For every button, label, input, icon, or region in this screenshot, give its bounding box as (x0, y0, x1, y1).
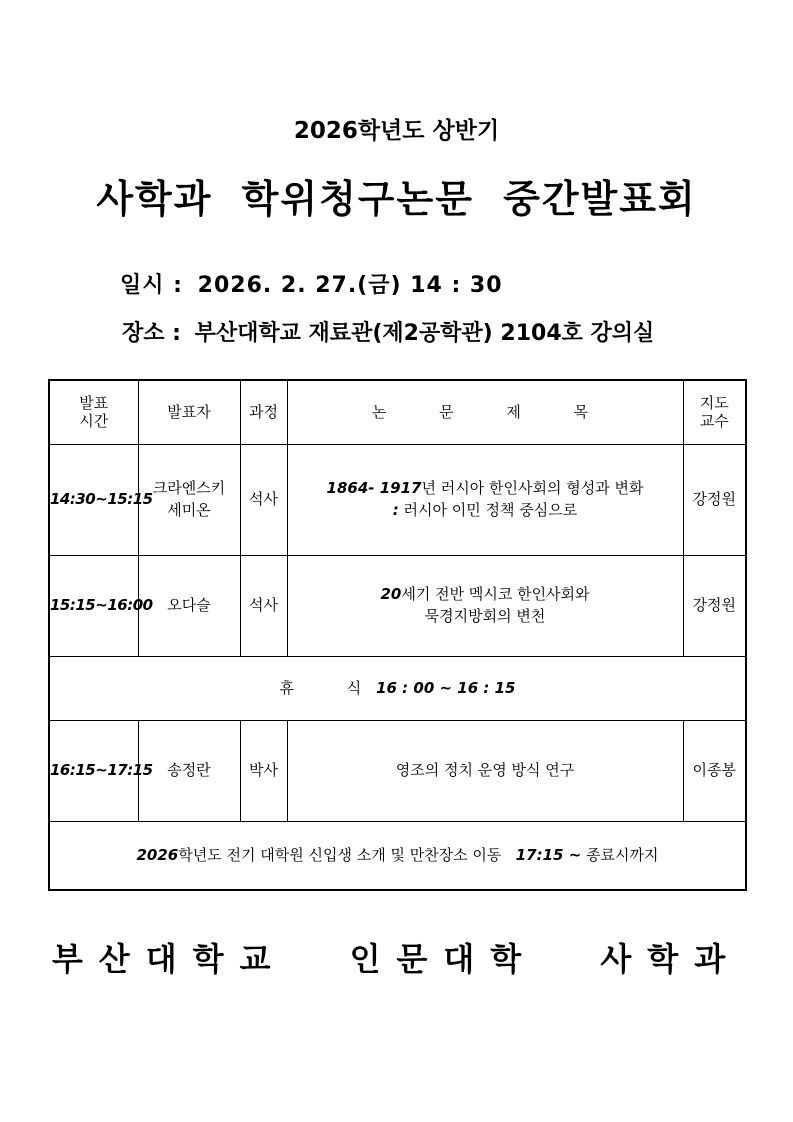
break-time: 16 : 00 ~ 16 : 15 (376, 678, 516, 697)
table-row (49, 721, 746, 822)
place-value: 부산대학교 재료관(제2공학관) 2104호 강의실 (194, 321, 655, 346)
header-presenter: 발표자 (138, 380, 240, 445)
header-advisor: 지도 교수 (683, 380, 746, 445)
event-subtitle: 2026학년도 상반기 (293, 118, 500, 144)
row-topic: 1864- 1917년 러시아 한인사회의 형성과 변화 : 러시아 이민 정책 중심으로 (287, 445, 683, 556)
date-label: 일시 : (120, 273, 183, 298)
row-course: 석사 (240, 556, 287, 657)
footer-end: 종료시까지 (586, 845, 659, 864)
organizer: 부산대학교 인문대학 사학과 (51, 940, 742, 978)
row-topic: 20세기 전반 멕시코 한인사회와 묵경지방회의 변천 (287, 556, 683, 657)
footer-cell (49, 822, 746, 891)
footer-row (49, 822, 746, 891)
table-row (49, 445, 746, 556)
place-label: 장소 : (122, 321, 181, 346)
event-date (120, 268, 503, 299)
row-time: 14:30~15:15 (49, 445, 138, 556)
footer-time: 17:15 ~ (515, 845, 582, 864)
row-presenter: 오다슬 (138, 556, 240, 657)
row-topic: 영조의 정치 운영 방식 연구 (287, 721, 683, 822)
break-cell (49, 657, 746, 721)
table-row (49, 556, 746, 657)
break-row (49, 657, 746, 721)
row-advisor: 강정원 (683, 556, 746, 657)
row-advisor: 이종봉 (683, 721, 746, 822)
row-time: 15:15~16:00 (49, 556, 138, 657)
header-course: 과정 (240, 380, 287, 445)
row-course: 박사 (240, 721, 287, 822)
header-time: 발표 시간 (49, 380, 138, 445)
row-presenter: 송정란 (138, 721, 240, 822)
event-title: 사학과 학위청구논문 중간발표회 (96, 177, 697, 221)
schedule-table (48, 379, 747, 891)
footer-year: 2026 (136, 845, 179, 864)
row-time: 16:15~17:15 (49, 721, 138, 822)
table-header-row (49, 380, 746, 445)
row-presenter: 크라엔스키 세미온 (138, 445, 240, 556)
row-advisor: 강정원 (683, 445, 746, 556)
break-label: 휴 식 (279, 678, 372, 697)
date-value: 2026. 2. 27.(금) 14 : 30 (197, 273, 503, 298)
event-place (122, 316, 654, 347)
footer-text: 학년도 전기 대학원 신입생 소개 및 만찬장소 이동 (178, 845, 502, 864)
row-course: 석사 (240, 445, 287, 556)
header-topic: 논 문 제 목 (287, 380, 683, 445)
